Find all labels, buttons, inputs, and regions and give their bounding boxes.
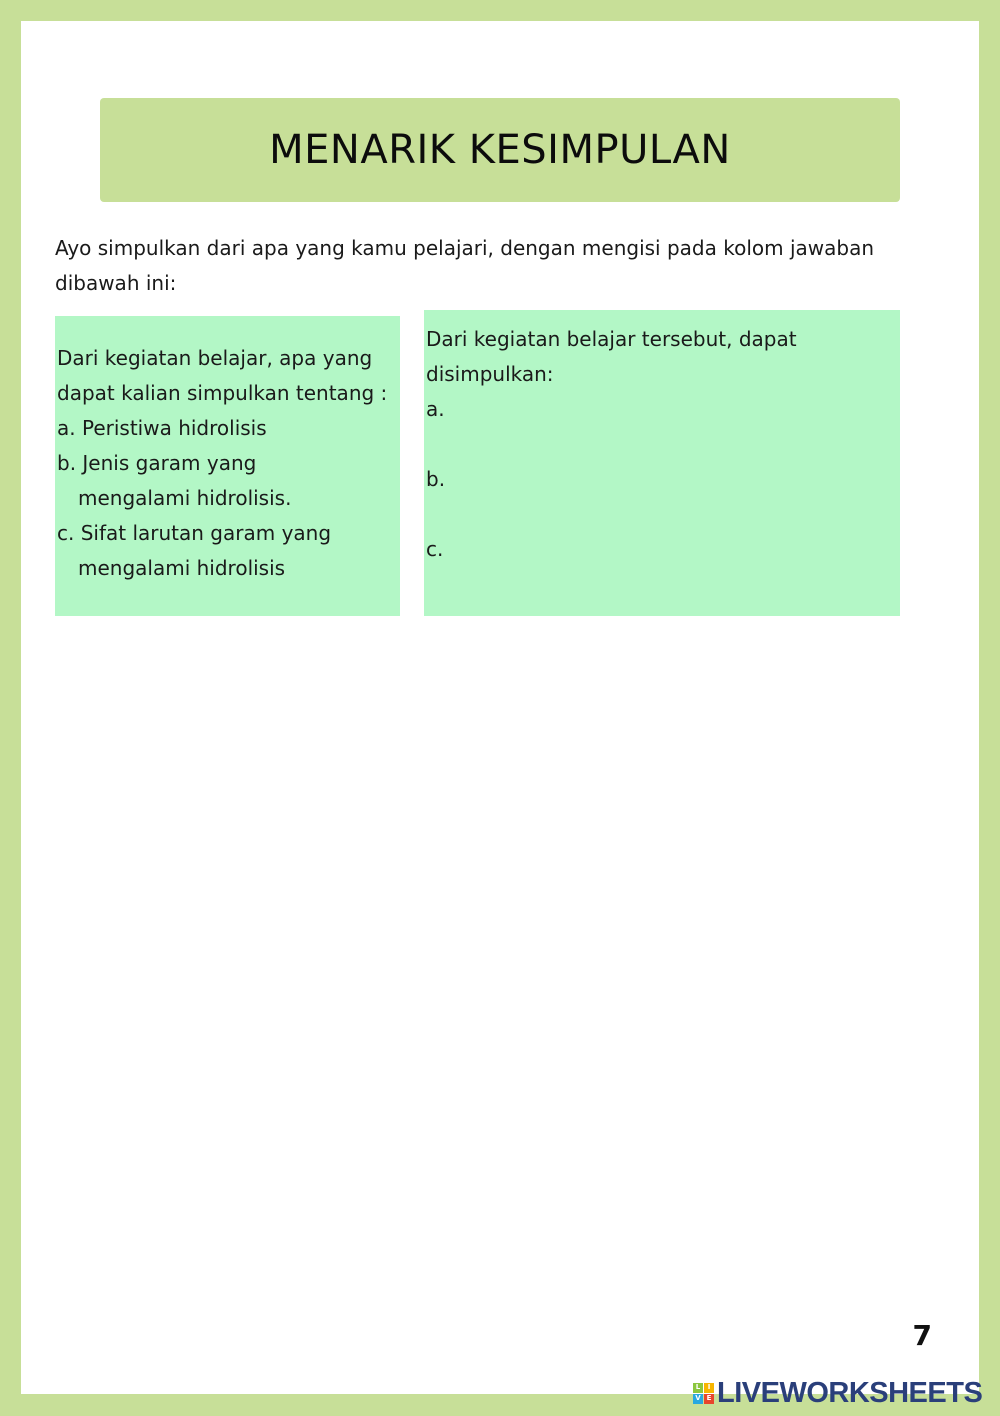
liveworksheets-logo[interactable]	[693, 1376, 982, 1410]
page-title: MENARIK KESIMPULAN	[269, 127, 731, 173]
logo-cell-e: E	[704, 1394, 714, 1404]
liveworksheets-logo-icon	[693, 1383, 714, 1404]
answer-field-a[interactable]: a.	[426, 397, 445, 421]
answer-prompt-line-2: disimpulkan:	[426, 362, 554, 386]
question-item-c: c. Sifat larutan garam yang	[57, 521, 332, 545]
instructions-line-1: Ayo simpulkan dari apa yang kamu pelajari, dengan mengisi pada kolom jawaban	[55, 236, 875, 260]
answer-blank-a[interactable]	[426, 427, 900, 462]
instructions-line-2: dibawah ini:	[55, 271, 177, 295]
liveworksheets-brand: LIVEWORKSHEETS	[717, 1376, 983, 1409]
page-number: 7	[912, 1319, 932, 1352]
answer-prompt-line-1: Dari kegiatan belajar tersebut, dapat	[426, 327, 797, 351]
question-line: dapat kalian simpulkan tentang :	[57, 381, 388, 405]
question-box	[55, 316, 400, 616]
logo-cell-i: I	[704, 1383, 714, 1393]
answer-field-c[interactable]: c.	[426, 537, 444, 561]
answer-blank-b[interactable]	[426, 497, 900, 532]
question-item-b-cont: mengalami hidrolisis.	[78, 486, 292, 510]
answer-box	[424, 310, 900, 616]
title-banner	[100, 98, 900, 202]
question-item-c-cont: mengalami hidrolisis	[78, 556, 286, 580]
question-item-b: b. Jenis garam yang	[57, 451, 257, 475]
question-item-a: a. Peristiwa hidrolisis	[57, 416, 267, 440]
answer-field-b[interactable]: b.	[426, 467, 446, 491]
instructions	[55, 231, 915, 301]
worksheet-page	[21, 21, 979, 1394]
question-line: Dari kegiatan belajar, apa yang	[57, 346, 373, 370]
logo-cell-l: L	[693, 1383, 703, 1393]
logo-cell-v: V	[693, 1394, 703, 1404]
